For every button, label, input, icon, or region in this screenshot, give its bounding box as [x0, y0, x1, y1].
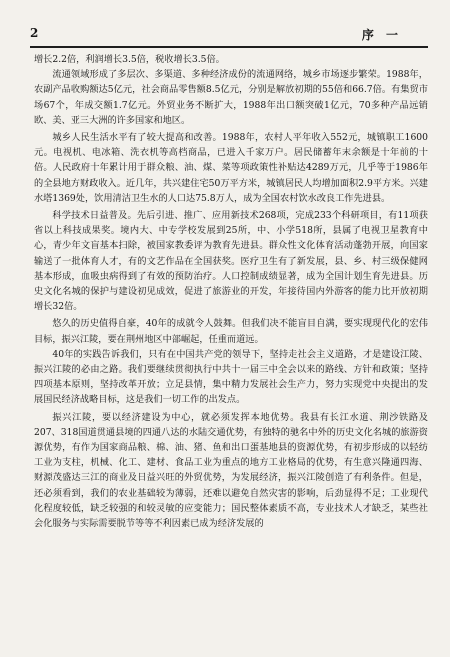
paragraph-3: 城乡人民生活水平有了较大提高和改善。1988年，农村人平年收入552元，城镇职工1600元。电视机、电冰箱、洗衣机等高档商品，已进入千家万户。居民储蓄年末余额是十年前的十倍。人民政府十年累计用于群众粮、油、煤、菜等项政策性补贴达4289万元，几乎等于1986年的全县地方财政收入。近几年，共兴建住宅50万平方米，城镇居民人均增加面积2.9平方米。兴建水塔1369处，饮用清洁卫生水的人口达75.8万人，成为全国农村饮水改良工作先进县。 — [34, 132, 428, 204]
page-number: 2 — [30, 26, 39, 40]
paragraph-7: 振兴江陵，要以经济建设为中心，就必须发挥本地优势。我县有长江水道、荆沙铁路及207、318国道贯通县境的四通八达的水陆交通优势，有独特的驰名中外的历史文化名城的旅游资源优势，有作为国家商品粮、棉、油、猪、鱼和出口蛋基地县的资源优势，有初步形成的以轻纺工业为支柱，机械、化工、建材、食品工业为重点的地方工业格局的优势，有生意兴隆通四海、财源茂盛达三江的商业及日益兴旺的外贸优势，为发展经济，振兴江陵创造了有利条件。但是，还必须看到，我们的农业基础较为薄弱，还难以避免自然灾害的影响，后劲显得不足；工业现代化程度较低，缺乏较强的和较灵敏的应变能力；国民整体素质不高，专业技术人才缺乏，某些社会化服务与实际需要脱节等等不利因素已成为经济发展的 — [34, 411, 428, 530]
paragraph-2: 流通领域形成了多层次、多渠道、多种经济成份的流通网络，城乡市场逐步繁荣。1988年，农副产品收购额达5亿元，社会商品零售额8.5亿元，分别是解放初期的55倍和66.7倍。有集贸市场67个，年成交额1.7亿元。外贸业务不断扩大，1988年出口额突破1亿元，70多种产品远销欧、美、亚三大洲的许多国家和地区。 — [34, 69, 428, 126]
header-rule — [30, 46, 428, 48]
section-title: 序 一 — [361, 28, 402, 42]
paragraph-1: 增长2.2倍，利润增长3.5倍，税收增长3.5倍。 — [34, 54, 225, 65]
paragraph-6: 40年的实践告诉我们，只有在中国共产党的领导下，坚持走社会主义道路，才是建设江陵、振兴江陵的必由之路。我们要继续贯彻执行中共十一届三中全会以来的路线、方针和政策；坚持四项基本原则，坚持改革开放；立足县情，集中精力发展社会生产力，努力实现党中央提出的发展国民经济战略目标，这是我们一切工作的出发点。 — [34, 348, 428, 406]
body-text — [34, 52, 428, 647]
paragraph-4: 科学技术日益普及。先后引进、推广、应用新技术268项，完成233个科研项目，有11项获省以上科技成果奖。境内大、中专学校发展到25所，中、小学518所，县属了电视卫星教育中心，青少年文盲基本扫除，被国家教委评为教育先进县。群众性文化体育活动蓬勃开展，向国家输送了一批体育人才，有的文艺作品在全国获奖。医疗卫生有了新发展，县、乡、村三级保健网基本形成，血吸虫病得到了有效的预防治疗。人口控制成绩显著，成为全国计划生育先进县。历史文化名城的保护与建设初见成效，促进了旅游业的开发，年接待国内外游客的能力比开放初期增长32倍。 — [34, 210, 428, 313]
page-header — [30, 26, 420, 46]
paragraph-5: 悠久的历史值得自豪，40年的成就令人鼓舞。但我们决不能盲目自满，要实现现代化的宏伟目标，振兴江陵，要在荆州地区中部崛起，任重而道远。 — [34, 318, 428, 345]
